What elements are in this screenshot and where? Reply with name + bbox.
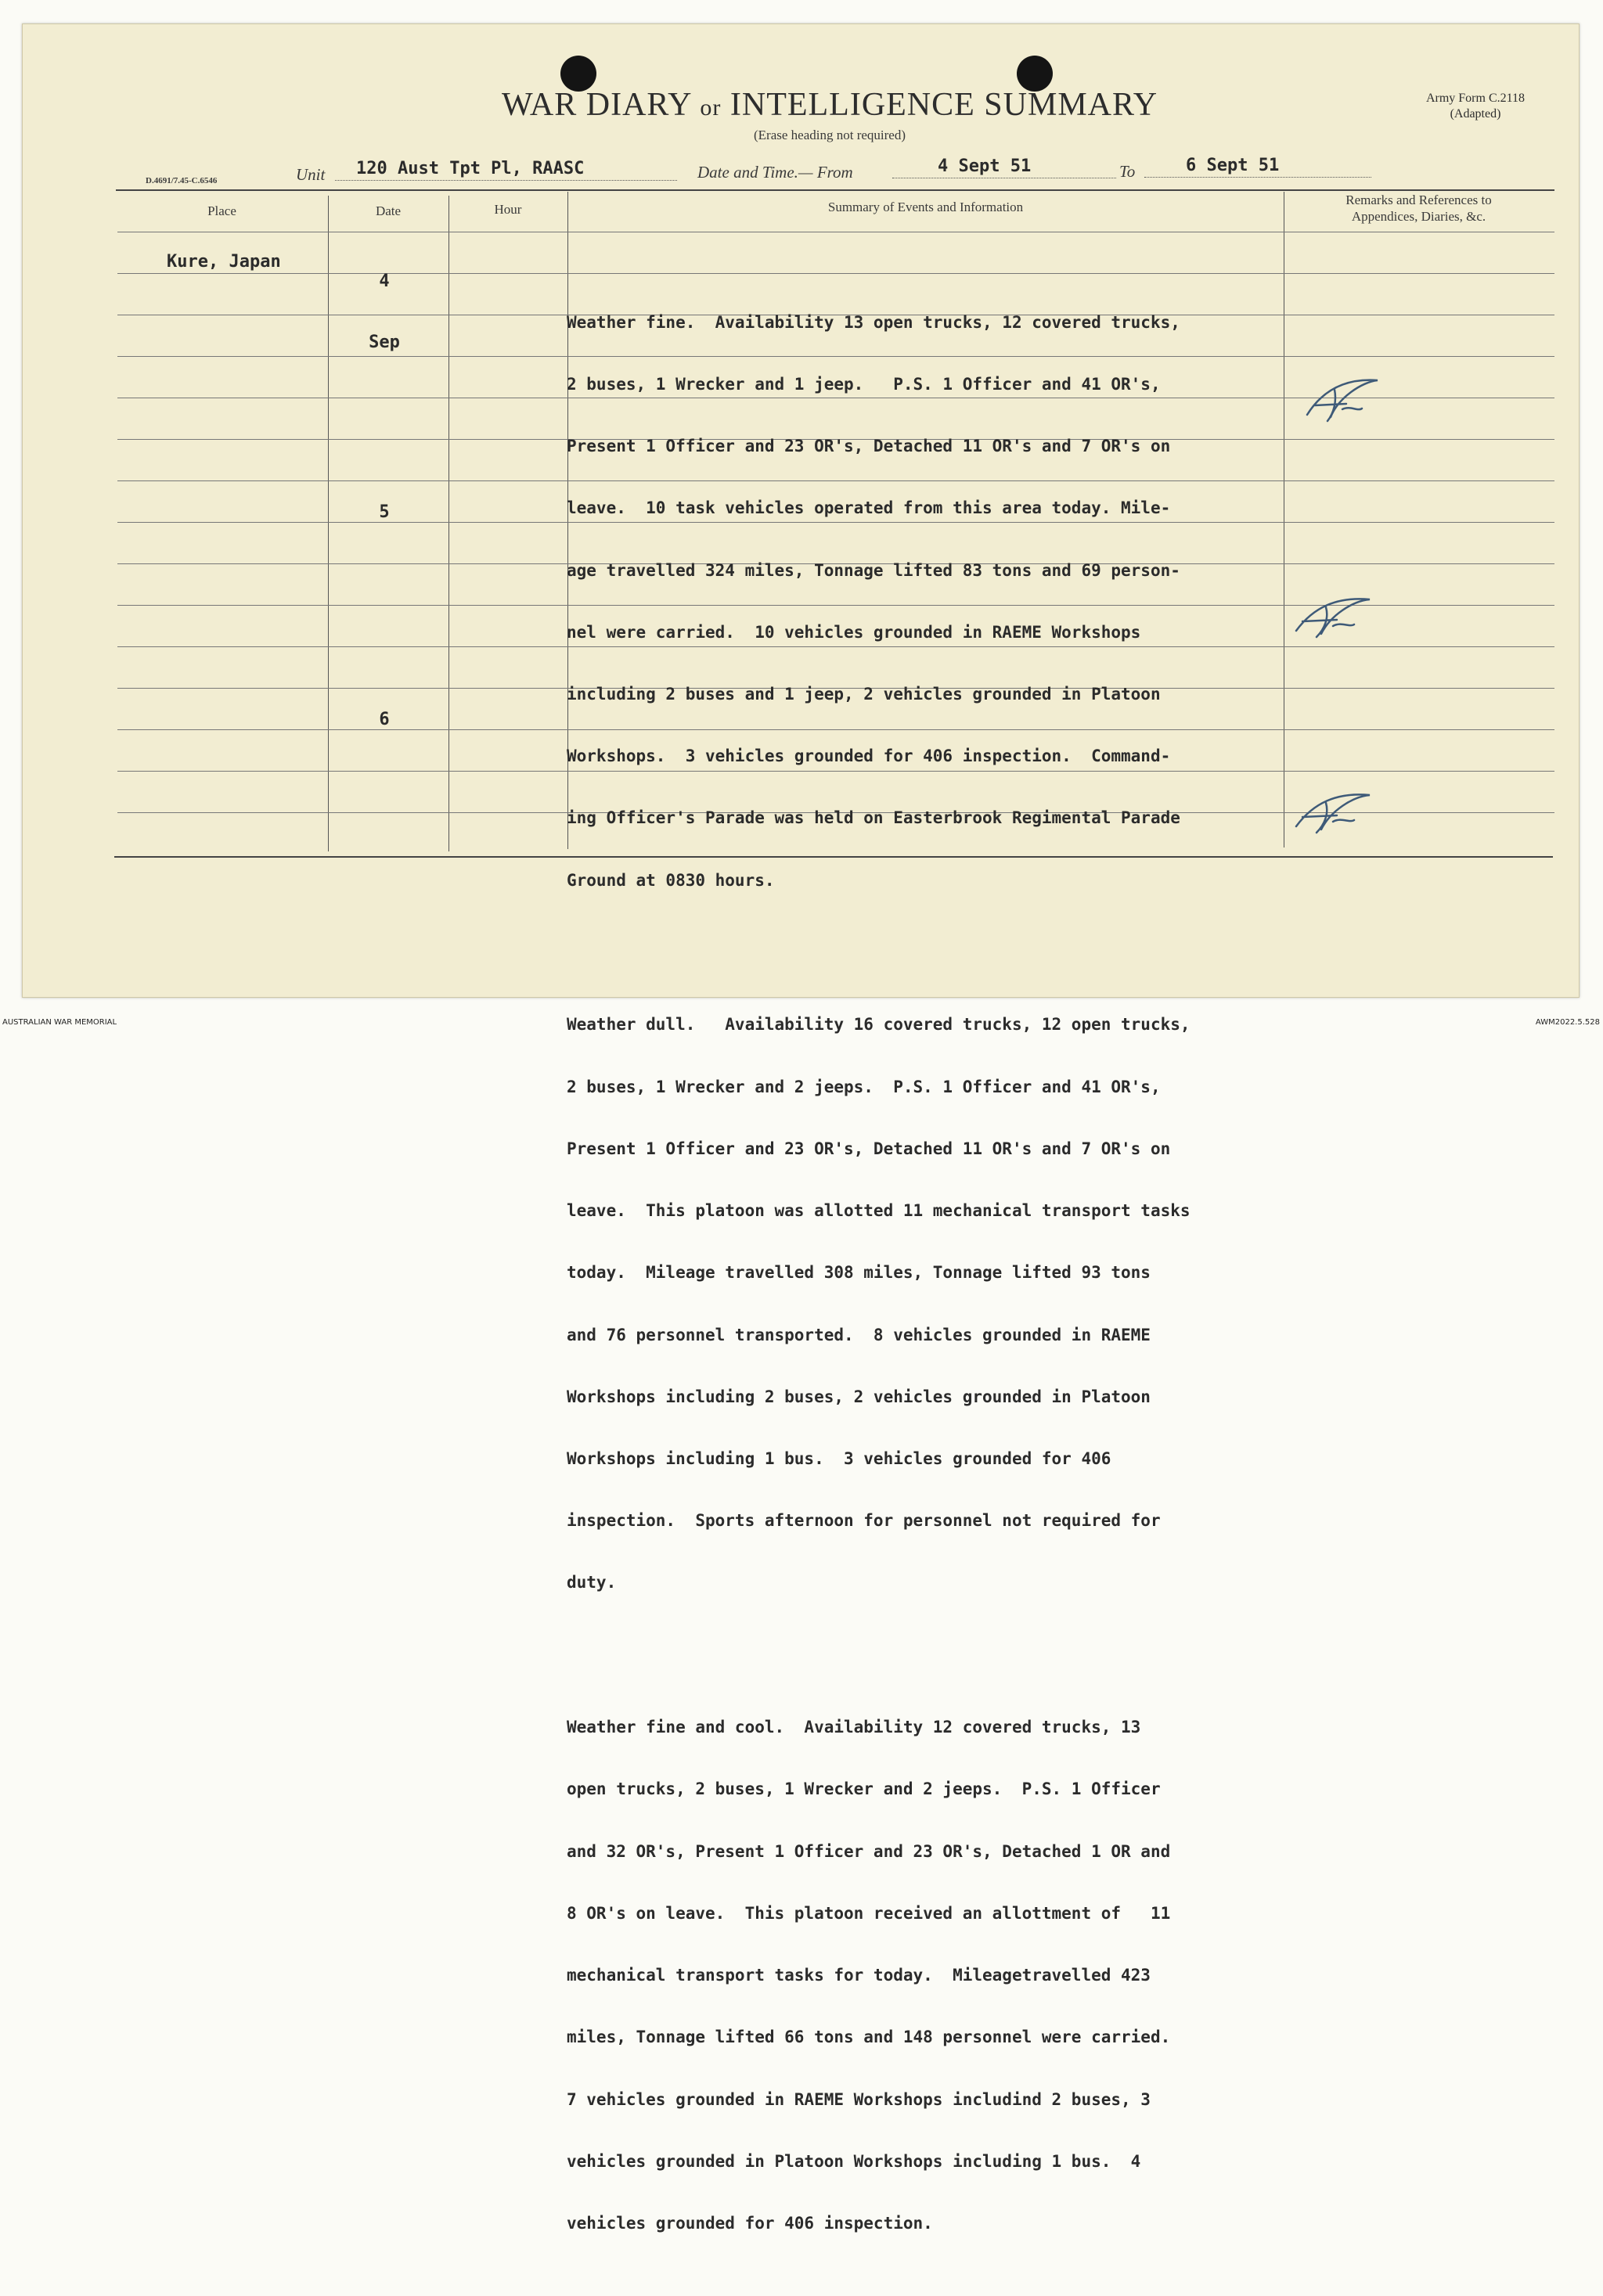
summary-line: Ground at 0830 hours. <box>567 870 775 890</box>
date-time-label: Date and Time.— From <box>697 163 853 182</box>
form-reference <box>1389 91 1562 122</box>
summary-line: vehicles grounded in Platoon Workshops including 1 bus. 4 <box>567 2151 1141 2171</box>
column-header-hour: Hour <box>494 202 522 217</box>
summary-line: Weather dull. Availability 16 covered trucks, 12 open trucks, <box>567 1015 1191 1035</box>
column-header-remarks <box>1284 192 1554 225</box>
remarks-header-line1: Remarks and References to <box>1345 193 1492 207</box>
title-or: or <box>700 95 722 121</box>
summary-line: nel were carried. 10 vehicles grounded in RAEME Workshops <box>567 622 1141 642</box>
summary-line: Workshops. 3 vehicles grounded for 406 inspection. Command- <box>567 747 1171 766</box>
footer-catalogue-number: AWM2022.5.528 <box>1535 1018 1600 1027</box>
entry-summary <box>567 271 1191 932</box>
summary-line: and 32 OR's, Present 1 Officer and 23 OR's, Detached 1 OR and <box>567 1841 1171 1861</box>
handwritten-initials <box>1299 374 1385 429</box>
handwritten-initials <box>1290 789 1376 836</box>
summary-line: mechanical transport tasks for today. Mileagetravelled 423 <box>567 1966 1151 1985</box>
entry-place: Kure, Japan <box>167 252 281 272</box>
divider-place-date <box>328 196 329 851</box>
summary-line: leave. This platoon was allotted 11 mechanical transport tasks <box>567 1201 1191 1221</box>
entry-date <box>345 669 423 750</box>
summary-line: 2 buses, 1 Wrecker and 2 jeeps. P.S. 1 Officer and 41 OR's, <box>567 1077 1161 1096</box>
from-value: 4 Sept 51 <box>938 157 1032 176</box>
page-subtitle: (Erase heading not required) <box>754 128 906 142</box>
table-top-rule <box>116 189 1554 191</box>
print-code: D.4691/7.45-C.6546 <box>146 176 218 185</box>
summary-line: Present 1 Officer and 23 OR's, Detached 11 OR's and 7 OR's on <box>567 1139 1171 1158</box>
entry-summary <box>567 1675 1191 2275</box>
remarks-header-line2: Appendices, Diaries, &c. <box>1351 209 1486 224</box>
column-header-date: Date <box>375 203 402 218</box>
summary-line: including 2 buses and 1 jeep, 2 vehicles grounded in Platoon <box>567 684 1161 704</box>
summary-line: Present 1 Officer and 23 OR's, Detached 11 OR's and 7 OR's on <box>567 437 1171 456</box>
to-dotted-line <box>1144 177 1371 178</box>
summary-line: duty. <box>567 1573 617 1592</box>
column-header-place: Place <box>207 203 236 218</box>
summary-line: today. Mileage travelled 308 miles, Tonnage lifted 93 tons <box>567 1263 1151 1283</box>
summary-line: vehicles grounded for 406 inspection. <box>567 2214 933 2233</box>
handwritten-initials <box>1290 593 1376 640</box>
unit-label: Unit <box>296 165 326 184</box>
summary-line: 8 OR's on leave. This platoon received an allottment of 11 <box>567 1903 1171 1923</box>
entry-date-month: Sep <box>369 333 400 352</box>
to-value: 6 Sept 51 <box>1186 156 1280 175</box>
summary-line: leave. 10 task vehicles operated from this area today. Mile- <box>567 498 1171 518</box>
summary-line: Workshops including 2 buses, 2 vehicles grounded in Platoon <box>567 1387 1151 1406</box>
column-header-summary: Summary of Events and Information <box>827 200 1024 214</box>
summary-line: ing Officer's Parade was held on Easterbrook Regimental Parade <box>567 808 1180 828</box>
summary-line: miles, Tonnage lifted 66 tons and 148 personnel were carried. <box>567 2028 1171 2047</box>
footer-source: AUSTRALIAN WAR MEMORIAL <box>2 1018 117 1027</box>
summary-line: Weather fine and cool. Availability 12 covered trucks, 13 <box>567 1718 1141 1737</box>
form-ref-line1: Army Form C.2118 <box>1425 92 1526 105</box>
divider-date-hour <box>448 196 449 851</box>
to-label: To <box>1119 162 1136 181</box>
entry-date-day: 6 <box>379 710 390 729</box>
unit-value: 120 Aust Tpt Pl, RAASC <box>356 159 585 178</box>
summary-line: open trucks, 2 buses, 1 Wrecker and 2 jeeps. P.S. 1 Officer <box>567 1780 1161 1799</box>
summary-line: Workshops including 1 bus. 3 vehicles grounded for 406 <box>567 1448 1111 1468</box>
page-title <box>477 86 1182 124</box>
summary-line: 2 buses, 1 Wrecker and 1 jeep. P.S. 1 Officer and 41 OR's, <box>567 374 1161 394</box>
unit-dotted-line <box>335 180 677 181</box>
title-war-diary: WAR DIARY <box>501 87 691 123</box>
summary-line: and 76 personnel transported. 8 vehicles grounded in RAEME <box>567 1325 1151 1344</box>
summary-line: 7 vehicles grounded in RAEME Workshops includind 2 buses, 3 <box>567 2089 1151 2109</box>
form-ref-line2: (Adapted) <box>1450 107 1501 121</box>
entry-summary <box>567 973 1191 1635</box>
summary-line: age travelled 324 miles, Tonnage lifted 83 tons and 69 person- <box>567 560 1180 580</box>
summary-line: Weather fine. Availability 13 open trucks, 12 covered trucks, <box>567 312 1180 332</box>
entry-date <box>345 231 423 373</box>
title-intelligence-summary: INTELLIGENCE SUMMARY <box>729 87 1158 123</box>
entry-date-day: 4 <box>379 272 390 291</box>
entry-date <box>345 462 423 543</box>
entry-date-day: 5 <box>379 502 390 522</box>
summary-line: inspection. Sports afternoon for personnel not required for <box>567 1511 1161 1531</box>
summary-text-block <box>567 229 1191 2296</box>
